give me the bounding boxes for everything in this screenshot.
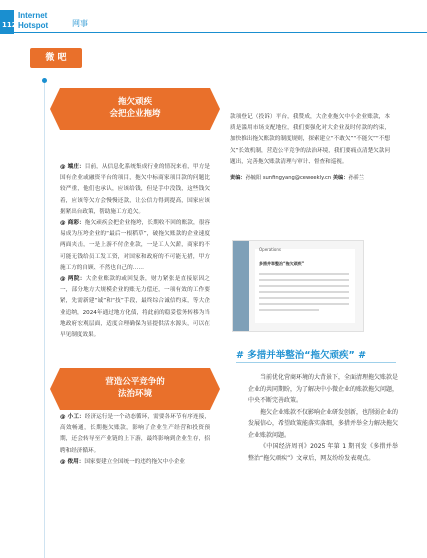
comment-author: @ 端庄： [60, 164, 85, 170]
banner-1 [60, 88, 210, 130]
magazine-cover-word: Operations [259, 247, 281, 252]
headline-underline [236, 362, 396, 363]
banner-1-line1: 拖欠顽疾 [117, 97, 152, 107]
comment-text: 经济运行是一个动态循环，需要各环节有序连接，高效畅通，长期拖欠账款，影响了企业生产经营和投资预期，还会转导至产业链的上下游，最终影响到企业生存，招聘和经济循环。 [60, 414, 210, 454]
topic-paragraph: 当前优化营商环境的大背景下，全面清理拖欠账款是企业的共同期盼，为了解决中小微企业的账款拖欠问题，中央不断完善政策。 [248, 374, 399, 404]
comment-author: @ 商彩： [60, 220, 85, 227]
credit-editor-name: 孙毓阳 [245, 175, 262, 182]
hash-icon-end: # [358, 350, 367, 361]
left-vertical-rule [44, 80, 45, 558]
comment-author: @ 两院： [60, 276, 86, 283]
header-rule [14, 32, 427, 33]
topic-paragraph: 《中国经济周刊》2025 年第 1 期刊发《多措并举整治“拖欠顽疾”》文章后，网友纷纷发表观点。 [248, 443, 398, 462]
credit-email: sunfingyang@ceweekly.cn [262, 175, 332, 182]
banner-2 [60, 368, 210, 410]
comment-text: 拖欠顽疾会把企业拖垮，长期收不回的账款，很容易成为压垮企业的“最后一根稻草”，破拖欠账款的企业速度两面夹击，一是上游不付企业款，一是工人欠薪，商家的不可能无钱给员工发工资，对国家和政府的不可能无措，甲方施工方的自顾、不然也自己的…… [60, 220, 210, 271]
banner-2-line1: 营造公平竞争的 [105, 377, 165, 387]
comment-text: 大企业账款的或回复条，财力紧张是直接原因之一，部分地方大规模企业的账无力偿还，一项有效的工作要紧，先需新建“诚”和“技”手段，最终综合诚信约束，等大企业追纳，2024年通过地方化债，将此前的稳妥偿务转移为当地政府宏观层面，适度合理确保为显提供活水源头，可以在早见制度效果。 [60, 276, 210, 339]
topic-headline-text: 多措并举整治“拖欠顽疾” [247, 350, 355, 361]
comment-paragraph [60, 412, 210, 457]
credit-label-editor: 责编： [230, 175, 246, 182]
comment-text: 目前，从信息化系统集成行业的情况来看，甲方是国有企业或融资平台的项目，拖欠中标商家项目款的问题比较严重，他们也承认，应该给钱，但是手中没钱，这些钱欠着，应该等欠方会慢慢还款，让公信力得到提高，国家应该据紧出台政策，帮助施工方追欠。 [60, 164, 210, 215]
right-column-continuation [230, 112, 390, 181]
magazine-side-strip [233, 241, 249, 331]
page-number: 112 [2, 21, 17, 29]
credit-label-designer: 美编： [332, 175, 349, 182]
comment-paragraph [60, 274, 210, 341]
comment-paragraph [60, 457, 210, 468]
topic-paragraph: 拖欠企业账款不仅影响企业研发创新，也削弱企业的发展信心，希望政策能落实落细，多措并举全力解决拖欠企业账款问题。 [248, 408, 399, 439]
section-title-en-line2: Hotspot [18, 21, 49, 30]
section-title-cn: 网事 [72, 19, 88, 28]
comment-text: 国家要建立全国统一的违约拖欠中小企业 [84, 458, 186, 465]
banner-1-line2: 会把企业拖垮 [109, 109, 161, 119]
weiba-tag [30, 48, 82, 68]
magazine-headline: 多措并举整治“拖欠顽疾” [259, 261, 305, 266]
comment-paragraph [60, 218, 210, 274]
page-header [0, 0, 427, 44]
magazine-page-image [232, 240, 364, 332]
section-title-en-line1: Internet [18, 11, 48, 20]
topic-headline [236, 347, 366, 361]
hash-icon: # [236, 350, 244, 361]
banner-2-line2: 法治环境 [117, 389, 152, 399]
comments-block-2 [60, 412, 210, 468]
continuation-text: 款项登记（投诉）平台，我赞成，大企业拖欠中小企业账款，本质是滥用市场支配地位，我们要强化对大企业及时付款的约束，加快推出拖欠账款的制度规则，探索建立“不敢欠”“不能欠”“不想欠”长效机制，营造公平竞争的法治环境，我们要痛点清楚欠款问题出，完善拖欠账款清理与审计、督查和巡视。 [230, 114, 390, 165]
topic-body [248, 372, 398, 464]
rule-dot-top [42, 78, 47, 83]
comments-block-1 [60, 162, 210, 341]
comment-author: @ 侬用： [60, 458, 85, 465]
comment-author: @ 小工： [60, 414, 85, 420]
comment-paragraph [60, 162, 210, 218]
editor-credit [230, 174, 390, 181]
tag-label: 微 吧 [45, 53, 67, 63]
credit-designer-name: 孙骄兰 [348, 175, 365, 182]
